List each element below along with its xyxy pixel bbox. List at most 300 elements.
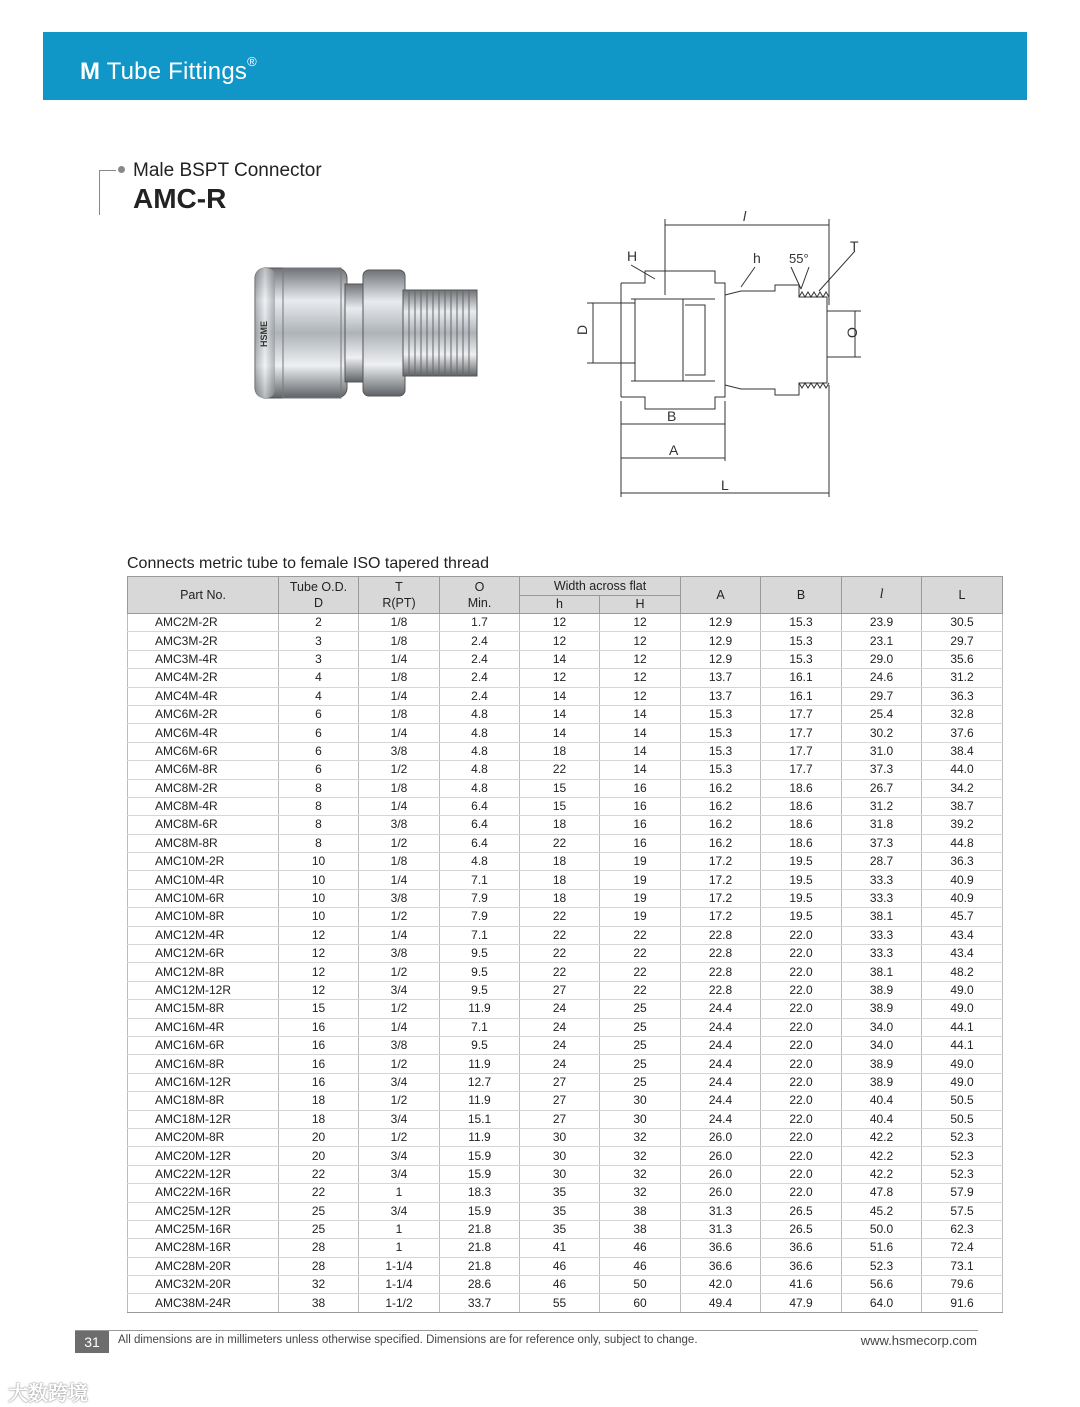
table-cell: 16 bbox=[279, 1055, 359, 1073]
table-cell: 15.3 bbox=[681, 761, 761, 779]
table-cell: 12 bbox=[279, 981, 359, 999]
table-row bbox=[128, 687, 1003, 705]
table-cell: 91.6 bbox=[922, 1294, 1003, 1312]
table-cell: 37.3 bbox=[842, 834, 922, 852]
table-cell: 50.5 bbox=[922, 1092, 1003, 1110]
table-cell: 50.5 bbox=[922, 1110, 1003, 1128]
part-number-cell: AMC16M-8R bbox=[128, 1055, 279, 1073]
table-cell: 44.1 bbox=[922, 1018, 1003, 1036]
table-row bbox=[128, 1036, 1003, 1054]
table-cell: 38.9 bbox=[842, 1073, 922, 1091]
table-row bbox=[128, 614, 1003, 632]
table-cell: 32 bbox=[600, 1165, 681, 1183]
table-cell: 2.4 bbox=[440, 669, 520, 687]
table-body bbox=[128, 614, 1003, 1313]
part-number-cell: AMC6M-4R bbox=[128, 724, 279, 742]
table-cell: 8 bbox=[279, 779, 359, 797]
part-number-cell: AMC12M-4R bbox=[128, 926, 279, 944]
table-cell: 25 bbox=[600, 1000, 681, 1018]
table-cell: 10 bbox=[279, 889, 359, 907]
table-cell: 40.9 bbox=[922, 889, 1003, 907]
table-cell: 30 bbox=[520, 1128, 600, 1146]
table-cell: 25 bbox=[279, 1202, 359, 1220]
table-cell: 16.2 bbox=[681, 834, 761, 852]
table-cell: 2 bbox=[279, 614, 359, 632]
table-cell: 37.3 bbox=[842, 761, 922, 779]
table-cell: 9.5 bbox=[440, 1036, 520, 1054]
table-cell: 49.0 bbox=[922, 1055, 1003, 1073]
table-cell: 22.0 bbox=[761, 1184, 842, 1202]
table-cell: 12 bbox=[600, 614, 681, 632]
header-b: B bbox=[761, 577, 842, 614]
trademark-mark: ® bbox=[247, 54, 257, 69]
table-cell: 46 bbox=[600, 1257, 681, 1275]
table-cell: 1 bbox=[359, 1184, 440, 1202]
table-cell: 47.9 bbox=[761, 1294, 842, 1312]
table-cell: 31.2 bbox=[922, 669, 1003, 687]
table-cell: 22.8 bbox=[681, 945, 761, 963]
table-row bbox=[128, 908, 1003, 926]
header-banner bbox=[43, 32, 1027, 100]
table-cell: 1/8 bbox=[359, 632, 440, 650]
table-cell: 44.8 bbox=[922, 834, 1003, 852]
part-number-cell: AMC32M-20R bbox=[128, 1276, 279, 1294]
table-cell: 26.0 bbox=[681, 1165, 761, 1183]
table-cell: 19 bbox=[600, 871, 681, 889]
table-cell: 30 bbox=[520, 1147, 600, 1165]
table-cell: 30 bbox=[600, 1092, 681, 1110]
header-tube-od: Tube O.D. D bbox=[279, 577, 359, 614]
table-cell: 31.8 bbox=[842, 816, 922, 834]
part-number-cell: AMC18M-12R bbox=[128, 1110, 279, 1128]
table-cell: 41.6 bbox=[761, 1276, 842, 1294]
table-cell: 14 bbox=[520, 687, 600, 705]
table-cell: 22.0 bbox=[761, 1128, 842, 1146]
table-cell: 52.3 bbox=[842, 1257, 922, 1275]
table-cell: 1/2 bbox=[359, 963, 440, 981]
table-cell: 8 bbox=[279, 816, 359, 834]
part-number-cell: AMC22M-16R bbox=[128, 1184, 279, 1202]
table-cell: 16 bbox=[600, 779, 681, 797]
table-cell: 35 bbox=[520, 1220, 600, 1238]
label-H: H bbox=[627, 248, 638, 264]
table-cell: 17.7 bbox=[761, 724, 842, 742]
table-cell: 24.4 bbox=[681, 1110, 761, 1128]
table-row bbox=[128, 1202, 1003, 1220]
table-cell: 64.0 bbox=[842, 1294, 922, 1312]
table-cell: 21.8 bbox=[440, 1220, 520, 1238]
table-cell: 1/8 bbox=[359, 705, 440, 723]
part-number-cell: AMC8M-2R bbox=[128, 779, 279, 797]
table-cell: 28.6 bbox=[440, 1276, 520, 1294]
table-row bbox=[128, 981, 1003, 999]
part-number-cell: AMC25M-16R bbox=[128, 1220, 279, 1238]
table-cell: 33.3 bbox=[842, 871, 922, 889]
part-number-cell: AMC8M-6R bbox=[128, 816, 279, 834]
table-cell: 14 bbox=[600, 724, 681, 742]
table-cell: 24.6 bbox=[842, 669, 922, 687]
table-cell: 36.6 bbox=[761, 1257, 842, 1275]
table-cell: 12 bbox=[279, 926, 359, 944]
table-cell: 15 bbox=[520, 779, 600, 797]
table-cell: 10 bbox=[279, 853, 359, 871]
part-number-cell: AMC28M-20R bbox=[128, 1257, 279, 1275]
table-cell: 16 bbox=[279, 1073, 359, 1091]
table-cell: 31.2 bbox=[842, 797, 922, 815]
table-cell: 19 bbox=[600, 889, 681, 907]
table-cell: 1/2 bbox=[359, 1000, 440, 1018]
table-row bbox=[128, 1055, 1003, 1073]
part-number-cell: AMC6M-2R bbox=[128, 705, 279, 723]
table-cell: 24.4 bbox=[681, 1000, 761, 1018]
table-cell: 36.6 bbox=[681, 1239, 761, 1257]
table-cell: 9.5 bbox=[440, 945, 520, 963]
table-cell: 35.6 bbox=[922, 650, 1003, 668]
table-cell: 44.0 bbox=[922, 761, 1003, 779]
table-cell: 25.4 bbox=[842, 705, 922, 723]
table-cell: 26.5 bbox=[761, 1202, 842, 1220]
table-cell: 3/8 bbox=[359, 742, 440, 760]
part-number-cell: AMC6M-8R bbox=[128, 761, 279, 779]
table-cell: 49.0 bbox=[922, 1000, 1003, 1018]
table-cell: 39.2 bbox=[922, 816, 1003, 834]
table-cell: 44.1 bbox=[922, 1036, 1003, 1054]
table-cell: 52.3 bbox=[922, 1128, 1003, 1146]
table-cell: 3/8 bbox=[359, 1036, 440, 1054]
table-row bbox=[128, 834, 1003, 852]
table-cell: 11.9 bbox=[440, 1092, 520, 1110]
table-row bbox=[128, 742, 1003, 760]
table-cell: 15.3 bbox=[681, 724, 761, 742]
header-width-across-flat: Width across flat bbox=[520, 577, 681, 596]
table-cell: 42.2 bbox=[842, 1147, 922, 1165]
header-t: T R(PT) bbox=[359, 577, 440, 614]
table-cell: 17.7 bbox=[761, 705, 842, 723]
table-cell: 16 bbox=[600, 797, 681, 815]
table-cell: 22 bbox=[600, 963, 681, 981]
table-cell: 19.5 bbox=[761, 853, 842, 871]
table-cell: 22.0 bbox=[761, 945, 842, 963]
table-cell: 3 bbox=[279, 632, 359, 650]
table-cell: 38 bbox=[600, 1220, 681, 1238]
table-cell: 15.3 bbox=[761, 632, 842, 650]
part-number-cell: AMC15M-8R bbox=[128, 1000, 279, 1018]
table-row bbox=[128, 926, 1003, 944]
table-cell: 2.4 bbox=[440, 632, 520, 650]
table-cell: 3 bbox=[279, 650, 359, 668]
table-cell: 22 bbox=[600, 981, 681, 999]
table-cell: 22 bbox=[520, 963, 600, 981]
table-row bbox=[128, 1147, 1003, 1165]
part-number-cell: AMC12M-8R bbox=[128, 963, 279, 981]
watermark: 大数跨境 bbox=[8, 1383, 88, 1405]
table-row bbox=[128, 1092, 1003, 1110]
table-cell: 30 bbox=[600, 1110, 681, 1128]
header-l-big: L bbox=[922, 577, 1003, 614]
table-cell: 22 bbox=[520, 926, 600, 944]
table-cell: 3/8 bbox=[359, 945, 440, 963]
table-cell: 22.8 bbox=[681, 981, 761, 999]
table-cell: 33.3 bbox=[842, 945, 922, 963]
table-cell: 30 bbox=[520, 1165, 600, 1183]
table-cell: 27 bbox=[520, 1073, 600, 1091]
table-cell: 15 bbox=[279, 1000, 359, 1018]
table-cell: 52.3 bbox=[922, 1147, 1003, 1165]
table-cell: 43.4 bbox=[922, 945, 1003, 963]
table-cell: 12.9 bbox=[681, 614, 761, 632]
table-cell: 16.1 bbox=[761, 669, 842, 687]
table-cell: 24 bbox=[520, 1055, 600, 1073]
series-title: Tube Fittings bbox=[106, 58, 248, 85]
table-cell: 1/4 bbox=[359, 871, 440, 889]
table-cell: 79.6 bbox=[922, 1276, 1003, 1294]
table-cell: 21.8 bbox=[440, 1257, 520, 1275]
table-cell: 32 bbox=[279, 1276, 359, 1294]
table-cell: 24.4 bbox=[681, 1073, 761, 1091]
table-cell: 7.9 bbox=[440, 889, 520, 907]
table-cell: 3/4 bbox=[359, 1147, 440, 1165]
table-cell: 1/2 bbox=[359, 1055, 440, 1073]
table-row bbox=[128, 871, 1003, 889]
table-cell: 20 bbox=[279, 1147, 359, 1165]
table-cell: 49.0 bbox=[922, 981, 1003, 999]
table-cell: 38.9 bbox=[842, 1000, 922, 1018]
table-cell: 18.6 bbox=[761, 797, 842, 815]
table-cell: 22.0 bbox=[761, 1110, 842, 1128]
table-cell: 19 bbox=[600, 908, 681, 926]
part-number-cell: AMC20M-12R bbox=[128, 1147, 279, 1165]
table-cell: 18.6 bbox=[761, 779, 842, 797]
table-cell: 42.2 bbox=[842, 1165, 922, 1183]
table-cell: 22 bbox=[279, 1184, 359, 1202]
table-cell: 38.4 bbox=[922, 742, 1003, 760]
table-cell: 1/4 bbox=[359, 687, 440, 705]
table-cell: 14 bbox=[600, 761, 681, 779]
table-row bbox=[128, 1110, 1003, 1128]
table-cell: 3/4 bbox=[359, 1165, 440, 1183]
table-cell: 32 bbox=[600, 1147, 681, 1165]
table-cell: 15 bbox=[520, 797, 600, 815]
table-cell: 31.3 bbox=[681, 1220, 761, 1238]
table-cell: 33.3 bbox=[842, 889, 922, 907]
table-cell: 18 bbox=[520, 889, 600, 907]
table-cell: 17.7 bbox=[761, 742, 842, 760]
table-cell: 3/8 bbox=[359, 889, 440, 907]
table-cell: 36.6 bbox=[761, 1239, 842, 1257]
table-cell: 56.6 bbox=[842, 1276, 922, 1294]
part-number-cell: AMC4M-2R bbox=[128, 669, 279, 687]
table-cell: 46 bbox=[520, 1276, 600, 1294]
table-cell: 57.9 bbox=[922, 1184, 1003, 1202]
table-cell: 42.2 bbox=[842, 1128, 922, 1146]
footer-url[interactable]: www.hsmecorp.com bbox=[860, 1333, 977, 1348]
table-caption: Connects metric tube to female ISO tapered thread bbox=[127, 555, 489, 572]
table-cell: 38.9 bbox=[842, 981, 922, 999]
table-cell: 1.7 bbox=[440, 614, 520, 632]
table-row bbox=[128, 1184, 1003, 1202]
table-cell: 17.2 bbox=[681, 908, 761, 926]
table-cell: 27 bbox=[520, 981, 600, 999]
table-cell: 37.6 bbox=[922, 724, 1003, 742]
table-cell: 46 bbox=[520, 1257, 600, 1275]
header-part-no: Part No. bbox=[128, 577, 279, 614]
table-cell: 33.7 bbox=[440, 1294, 520, 1312]
table-cell: 6 bbox=[279, 742, 359, 760]
table-cell: 28.7 bbox=[842, 853, 922, 871]
table-cell: 22.8 bbox=[681, 926, 761, 944]
table-cell: 16.2 bbox=[681, 779, 761, 797]
part-number-cell: AMC8M-4R bbox=[128, 797, 279, 815]
header-waf-h-big: H bbox=[600, 595, 681, 614]
table-cell: 46 bbox=[600, 1239, 681, 1257]
table-cell: 55 bbox=[520, 1294, 600, 1312]
table-cell: 15.9 bbox=[440, 1165, 520, 1183]
table-cell: 15.9 bbox=[440, 1202, 520, 1220]
table-row bbox=[128, 889, 1003, 907]
table-cell: 25 bbox=[600, 1018, 681, 1036]
table-cell: 16 bbox=[279, 1036, 359, 1054]
table-cell: 10 bbox=[279, 871, 359, 889]
table-cell: 32 bbox=[600, 1128, 681, 1146]
part-number-cell: AMC20M-8R bbox=[128, 1128, 279, 1146]
table-cell: 27 bbox=[520, 1110, 600, 1128]
table-cell: 33.3 bbox=[842, 926, 922, 944]
table-cell: 51.6 bbox=[842, 1239, 922, 1257]
table-cell: 18.6 bbox=[761, 834, 842, 852]
table-cell: 12 bbox=[279, 945, 359, 963]
table-cell: 1/8 bbox=[359, 853, 440, 871]
table-cell: 7.9 bbox=[440, 908, 520, 926]
table-cell: 22 bbox=[279, 1165, 359, 1183]
part-number-cell: AMC22M-12R bbox=[128, 1165, 279, 1183]
table-cell: 32.8 bbox=[922, 705, 1003, 723]
table-cell: 4.8 bbox=[440, 724, 520, 742]
table-cell: 43.4 bbox=[922, 926, 1003, 944]
table-cell: 3/4 bbox=[359, 1110, 440, 1128]
table-cell: 18 bbox=[520, 871, 600, 889]
table-cell: 22 bbox=[520, 761, 600, 779]
part-number-cell: AMC12M-6R bbox=[128, 945, 279, 963]
table-cell: 60 bbox=[600, 1294, 681, 1312]
label-l: l bbox=[743, 208, 747, 224]
part-number-cell: AMC10M-2R bbox=[128, 853, 279, 871]
table-cell: 36.3 bbox=[922, 853, 1003, 871]
table-cell: 73.1 bbox=[922, 1257, 1003, 1275]
table-cell: 62.3 bbox=[922, 1220, 1003, 1238]
table-cell: 14 bbox=[520, 705, 600, 723]
table-cell: 24.4 bbox=[681, 1018, 761, 1036]
dimensions-table bbox=[127, 576, 1003, 1313]
product-photo bbox=[245, 262, 485, 412]
table-cell: 38 bbox=[279, 1294, 359, 1312]
table-cell: 12 bbox=[600, 632, 681, 650]
table-cell: 26.0 bbox=[681, 1184, 761, 1202]
table-cell: 12 bbox=[600, 669, 681, 687]
table-row bbox=[128, 705, 1003, 723]
table-cell: 6.4 bbox=[440, 834, 520, 852]
table-cell: 15.3 bbox=[761, 650, 842, 668]
table-cell: 17.2 bbox=[681, 853, 761, 871]
part-number-cell: AMC16M-12R bbox=[128, 1073, 279, 1091]
table-cell: 19 bbox=[600, 853, 681, 871]
table-cell: 18 bbox=[520, 816, 600, 834]
table-cell: 45.7 bbox=[922, 908, 1003, 926]
part-number-cell: AMC18M-8R bbox=[128, 1092, 279, 1110]
table-cell: 1/4 bbox=[359, 797, 440, 815]
table-cell: 50 bbox=[600, 1276, 681, 1294]
table-cell: 24.4 bbox=[681, 1055, 761, 1073]
table-cell: 1-1/2 bbox=[359, 1294, 440, 1312]
table-cell: 49.4 bbox=[681, 1294, 761, 1312]
table-cell: 22.0 bbox=[761, 1073, 842, 1091]
table-cell: 7.1 bbox=[440, 1018, 520, 1036]
table-row bbox=[128, 650, 1003, 668]
table-row bbox=[128, 816, 1003, 834]
table-cell: 22.0 bbox=[761, 963, 842, 981]
table-cell: 15.3 bbox=[761, 614, 842, 632]
table-cell: 28 bbox=[279, 1239, 359, 1257]
table-cell: 57.5 bbox=[922, 1202, 1003, 1220]
table-cell: 22 bbox=[600, 926, 681, 944]
label-T: T bbox=[850, 238, 859, 254]
table-cell: 16 bbox=[279, 1018, 359, 1036]
part-number-cell: AMC12M-12R bbox=[128, 981, 279, 999]
table-cell: 38.1 bbox=[842, 963, 922, 981]
label-B: B bbox=[667, 408, 677, 424]
table-cell: 2.4 bbox=[440, 687, 520, 705]
table-row bbox=[128, 1276, 1003, 1294]
table-row bbox=[128, 724, 1003, 742]
table-cell: 11.9 bbox=[440, 1128, 520, 1146]
product-model: AMC-R bbox=[133, 183, 227, 214]
table-cell: 1/2 bbox=[359, 761, 440, 779]
table-row bbox=[128, 1165, 1003, 1183]
table-cell: 22.0 bbox=[761, 1000, 842, 1018]
heading-bullet bbox=[118, 166, 125, 173]
footer-note: All dimensions are in millimeters unless otherwise specified. Dimensions are for reference only, subject to change. bbox=[118, 1334, 698, 1346]
technical-drawing bbox=[565, 205, 865, 505]
table-cell: 12.9 bbox=[681, 650, 761, 668]
part-number-cell: AMC3M-2R bbox=[128, 632, 279, 650]
table-cell: 40.4 bbox=[842, 1110, 922, 1128]
table-cell: 18.6 bbox=[761, 816, 842, 834]
table-cell: 40.9 bbox=[922, 871, 1003, 889]
table-cell: 15.3 bbox=[681, 705, 761, 723]
table-cell: 3/4 bbox=[359, 1073, 440, 1091]
table-cell: 6.4 bbox=[440, 816, 520, 834]
table-cell: 3/8 bbox=[359, 816, 440, 834]
table-cell: 25 bbox=[600, 1073, 681, 1091]
table-cell: 30.2 bbox=[842, 724, 922, 742]
table-cell: 12.7 bbox=[440, 1073, 520, 1091]
table-cell: 14 bbox=[520, 724, 600, 742]
table-cell: 11.9 bbox=[440, 1000, 520, 1018]
table-cell: 24.4 bbox=[681, 1092, 761, 1110]
table-cell: 30.5 bbox=[922, 614, 1003, 632]
part-number-cell: AMC10M-8R bbox=[128, 908, 279, 926]
table-cell: 1 bbox=[359, 1220, 440, 1238]
table-cell: 38.9 bbox=[842, 1055, 922, 1073]
table-cell: 16.2 bbox=[681, 816, 761, 834]
table-cell: 4.8 bbox=[440, 779, 520, 797]
table-cell: 2.4 bbox=[440, 650, 520, 668]
table-cell: 52.3 bbox=[922, 1165, 1003, 1183]
table-cell: 22 bbox=[520, 834, 600, 852]
table-cell: 14 bbox=[600, 705, 681, 723]
table-cell: 22.8 bbox=[681, 963, 761, 981]
part-number-cell: AMC28M-16R bbox=[128, 1239, 279, 1257]
table-cell: 34.0 bbox=[842, 1018, 922, 1036]
